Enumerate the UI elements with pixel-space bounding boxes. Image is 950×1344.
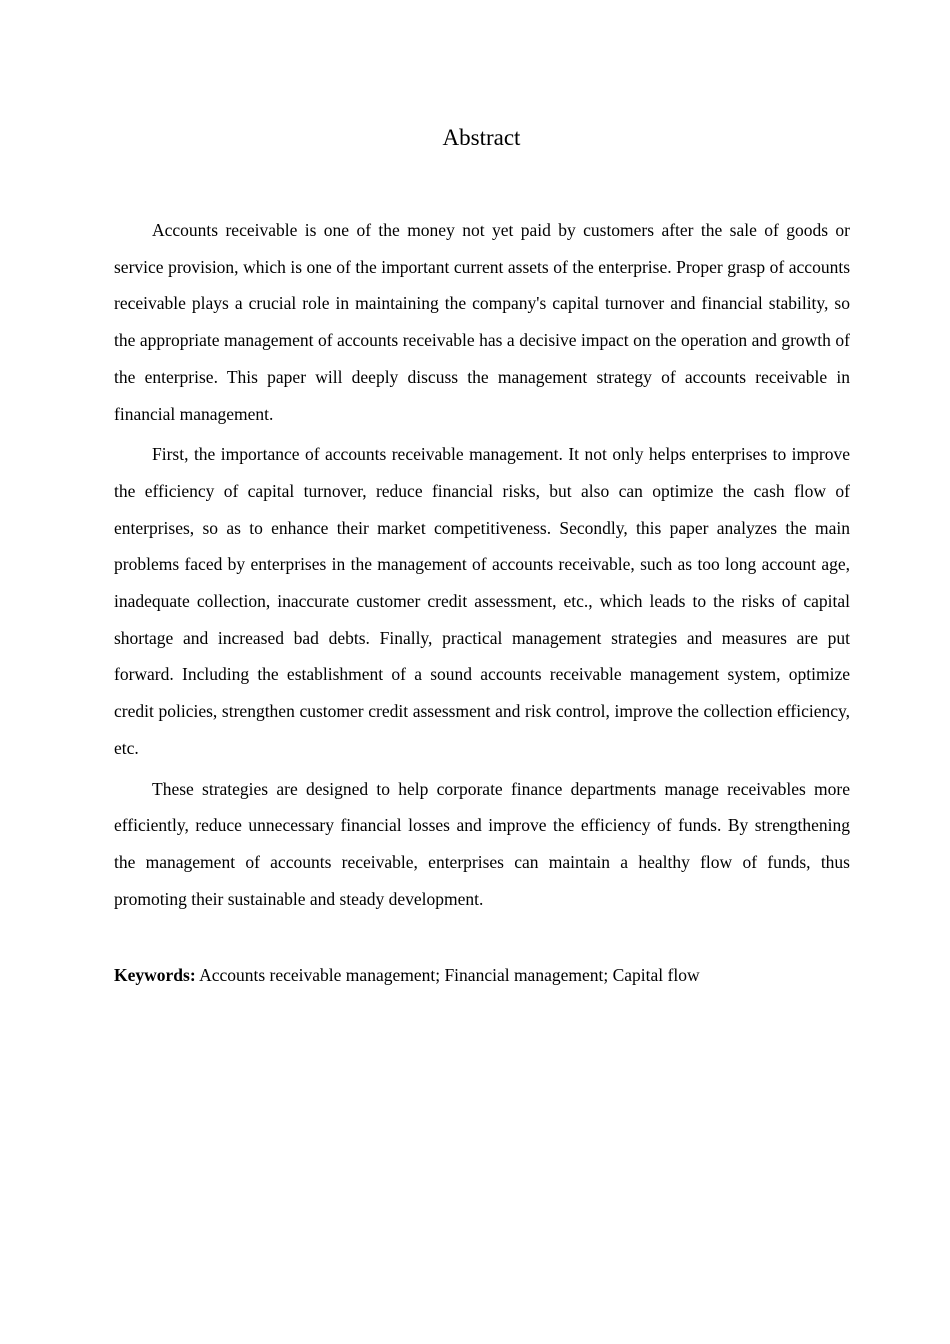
abstract-body — [114, 212, 850, 921]
abstract-paragraph-1: Accounts receivable is one of the money not yet paid by customers after the sale of goods or service provision, which is one of the important current assets of the enterprise. Proper grasp of accounts receivable plays a crucial role in maintaining the company's capital turnover and financial stability, so the appropriate management of accounts receivable has a decisive impact on the operation and growth of the enterprise. This paper will deeply discuss the management strategy of accounts receivable in financial management. — [114, 220, 850, 424]
abstract-paragraph-2: First, the importance of accounts receivable management. It not only helps enterprises to improve the efficiency of capital turnover, reduce financial risks, but also can optimize the cash flow of enterprises, so as to enhance their market competitiveness. Secondly, this paper analyzes the main problems faced by enterprises in the management of accounts receivable, such as too long account age, inadequate collection, inaccurate customer credit assessment, etc., which leads to the risks of capital shortage and increased bad debts. Finally, practical management strategies and measures are put forward. Including the establishment of a sound accounts receivable management system, optimize credit policies, strengthen customer credit assessment and risk control, improve the collection efficiency, etc. — [114, 444, 850, 758]
abstract-paragraph-3: These strategies are designed to help corporate finance departments manage receivables more efficiently, reduce unnecessary financial losses and improve the efficiency of funds. By strengthening the management of accounts receivable, enterprises can maintain a healthy flow of funds, thus promoting their sustainable and steady development. — [114, 778, 850, 909]
keywords-label: Keywords: — [114, 965, 196, 985]
keywords-line — [114, 961, 850, 989]
abstract-title: Abstract — [442, 125, 521, 150]
keywords-text: Accounts receivable management; Financial management; Capital flow — [199, 965, 700, 985]
